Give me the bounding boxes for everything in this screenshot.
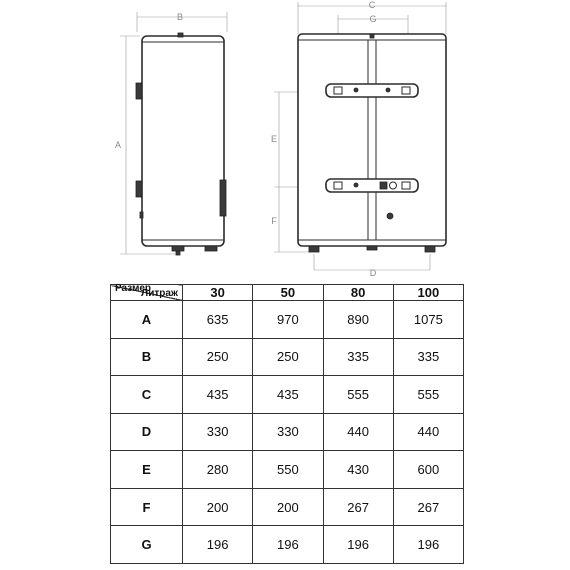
- corner-label-size: Размер: [115, 283, 152, 294]
- lower-bracket-side: [136, 181, 142, 197]
- table-cell: 550: [253, 451, 323, 489]
- table-row: [111, 338, 464, 376]
- pipe-side: [205, 246, 217, 251]
- top-vent: [370, 34, 374, 38]
- label-c: C: [368, 0, 376, 10]
- bracket-hole: [386, 88, 390, 92]
- pipe-side-end: [176, 251, 180, 255]
- table-cell: 335: [393, 338, 463, 376]
- bracket-hole: [354, 88, 358, 92]
- table-cell: 435: [183, 376, 253, 414]
- table-corner-cell: [111, 285, 183, 301]
- bracket-square: [380, 182, 387, 189]
- upper-bracket-side: [136, 83, 142, 99]
- table-cell: 196: [253, 526, 323, 564]
- lower-mounting-bracket: [326, 179, 418, 192]
- column-header: 80: [323, 285, 393, 301]
- back-indicator: [387, 213, 393, 219]
- technical-drawing: [0, 0, 570, 278]
- table-row: [111, 451, 464, 489]
- label-e: E: [270, 134, 278, 144]
- tank-back-body: [298, 34, 446, 246]
- table-cell: 196: [393, 526, 463, 564]
- row-header: G: [111, 526, 183, 564]
- table-cell: 250: [183, 338, 253, 376]
- row-header: E: [111, 451, 183, 489]
- column-header: 50: [253, 285, 323, 301]
- table-cell: 200: [183, 488, 253, 526]
- table-cell: 196: [183, 526, 253, 564]
- corner-label-volume: Литраж: [141, 288, 178, 299]
- table-cell: 200: [253, 488, 323, 526]
- bracket-hole: [354, 183, 358, 187]
- side-small-part: [140, 212, 143, 218]
- table-cell: 440: [393, 413, 463, 451]
- pipe-side: [172, 246, 184, 251]
- upper-mounting-bracket: [326, 84, 418, 97]
- table-cell: 196: [323, 526, 393, 564]
- table-cell: 330: [253, 413, 323, 451]
- table-cell: 890: [323, 301, 393, 339]
- row-header: C: [111, 376, 183, 414]
- table-cell: 970: [253, 301, 323, 339]
- row-header: F: [111, 488, 183, 526]
- table-cell: 1075: [393, 301, 463, 339]
- label-b: B: [176, 12, 184, 22]
- table-cell: 335: [323, 338, 393, 376]
- table-row: [111, 413, 464, 451]
- column-header: 100: [393, 285, 463, 301]
- table-cell: 440: [323, 413, 393, 451]
- table-cell: 330: [183, 413, 253, 451]
- row-header: B: [111, 338, 183, 376]
- tank-side-body: [142, 36, 224, 246]
- back-view: [271, 0, 446, 278]
- row-header: D: [111, 413, 183, 451]
- table-cell: 280: [183, 451, 253, 489]
- table-header-row: [111, 285, 464, 301]
- table-row: [111, 526, 464, 564]
- label-d: D: [369, 268, 377, 278]
- table-row: [111, 301, 464, 339]
- row-header: A: [111, 301, 183, 339]
- column-header: 30: [183, 285, 253, 301]
- label-f: F: [271, 216, 277, 226]
- table-cell: 600: [393, 451, 463, 489]
- table-cell: 555: [323, 376, 393, 414]
- table-cell: 250: [253, 338, 323, 376]
- label-g: G: [369, 14, 377, 24]
- pipe-back-left: [309, 246, 319, 252]
- table-cell: 635: [183, 301, 253, 339]
- pipe-back-center: [367, 246, 377, 250]
- table-cell: 430: [323, 451, 393, 489]
- table-cell: 267: [393, 488, 463, 526]
- table-cell: 435: [253, 376, 323, 414]
- control-box-side: [220, 180, 226, 216]
- pipe-back-right: [425, 246, 435, 252]
- side-view: [115, 12, 227, 255]
- table-row: [111, 488, 464, 526]
- table-cell: 555: [393, 376, 463, 414]
- table-row: [111, 376, 464, 414]
- label-a: A: [114, 140, 122, 150]
- top-vent: [178, 33, 183, 37]
- dimensions-table: [110, 284, 464, 564]
- table-cell: 267: [323, 488, 393, 526]
